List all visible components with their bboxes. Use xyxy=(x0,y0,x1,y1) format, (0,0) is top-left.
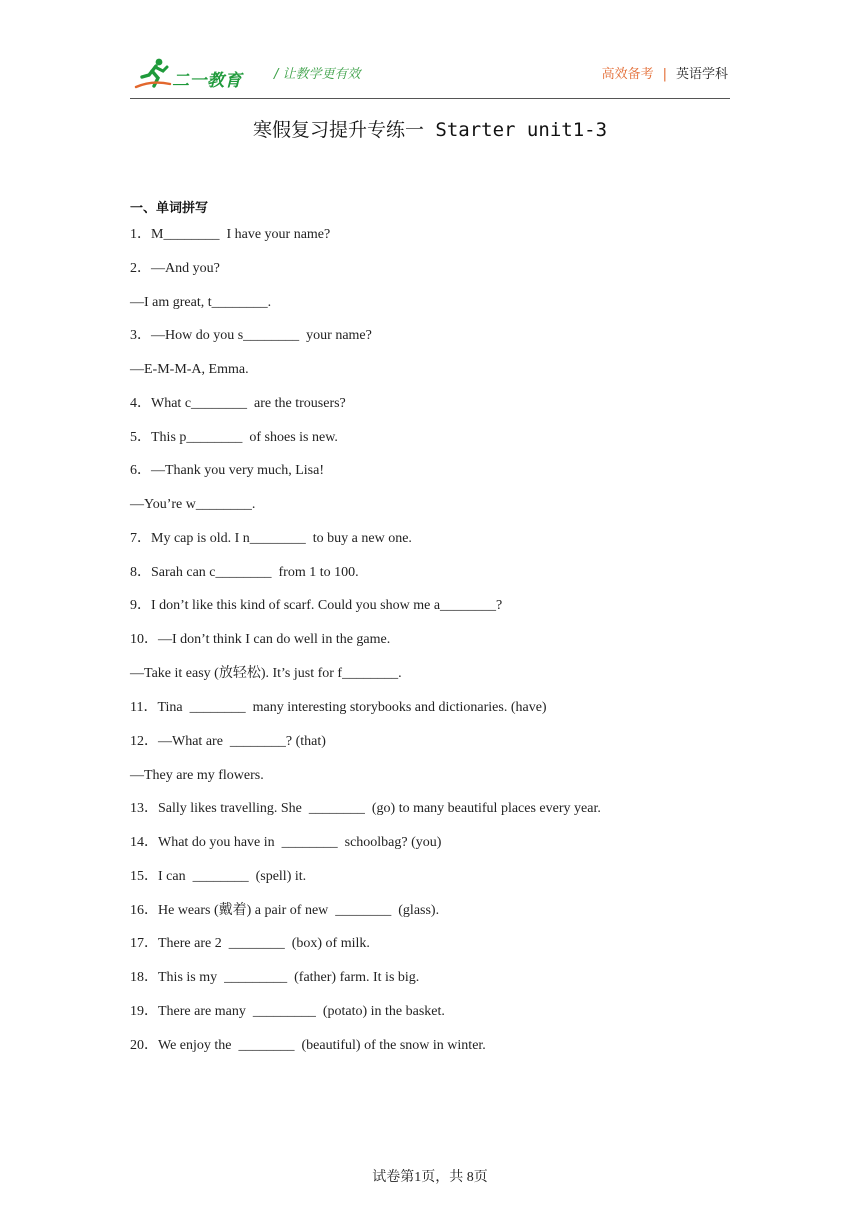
answer-line: —I am great, t________. xyxy=(130,295,272,310)
header-tag-subject: 英语学科 xyxy=(675,67,728,82)
header-tags xyxy=(602,63,728,82)
question-line: 6．—Thank you very much, Lisa! xyxy=(130,463,325,478)
question-line: 17．There are 2 ________ (box) of milk. xyxy=(130,936,370,951)
question-line: 8．Sarah can c________ from 1 to 100. xyxy=(130,565,359,580)
slogan: / 让教学更有效 xyxy=(274,67,361,82)
question-line: 20．We enjoy the ________ (beautiful) of the snow in winter. xyxy=(130,1038,486,1053)
question-line: 14．What do you have in ________ schoolbag? (you) xyxy=(130,835,442,850)
page-footer: 试卷第1页，共 8页 xyxy=(372,1170,488,1185)
header-tag-exam: 高效备考 xyxy=(601,67,654,82)
question-line: 1．M________ I have your name? xyxy=(130,227,331,242)
logo xyxy=(134,56,246,90)
answer-line: —You’re w________. xyxy=(130,497,256,512)
answer-line: —They are my flowers. xyxy=(130,768,264,783)
page-header xyxy=(130,52,730,99)
question-line: 12．—What are ________? (that) xyxy=(130,734,326,749)
question-line: 13．Sally likes travelling. She ________ (go) to many beautiful places every year. xyxy=(130,801,601,816)
logo-text: 二一教育 xyxy=(172,71,242,91)
question-line: 16．He wears (戴着) a pair of new ________ (glass). xyxy=(130,903,440,918)
question-line: 9．I don’t like this kind of scarf. Could you show me a________? xyxy=(130,598,503,613)
answer-line: —Take it easy (放轻松). It’s just for f________. xyxy=(130,666,402,681)
question-line: 18．This is my _________ (father) farm. It is big. xyxy=(130,970,420,985)
question-line: 15．I can ________ (spell) it. xyxy=(130,869,307,884)
question-line: 2．—And you? xyxy=(130,261,220,276)
answer-line: —E-M-M-A, Emma. xyxy=(130,362,249,377)
question-line: 19．There are many _________ (potato) in the basket. xyxy=(130,1004,445,1019)
question-line: 7．My cap is old. I n________ to buy a new one. xyxy=(130,531,412,546)
section-heading: 一、单词拼写 xyxy=(130,201,209,216)
question-line: 10．—I don’t think I can do well in the game. xyxy=(130,632,391,647)
page-title: 寒假复习提升专练一 Starter unit1-3 xyxy=(252,119,608,141)
question-line: 11．Tina ________ many interesting storybooks and dictionaries. (have) xyxy=(130,700,547,715)
question-line: 3．—How do you s________ your name? xyxy=(130,328,372,343)
runner-logo-icon xyxy=(134,56,174,90)
header-separator: | xyxy=(662,67,667,82)
question-line: 4．What c________ are the trousers? xyxy=(130,396,346,411)
question-line: 5．This p________ of shoes is new. xyxy=(130,430,338,445)
